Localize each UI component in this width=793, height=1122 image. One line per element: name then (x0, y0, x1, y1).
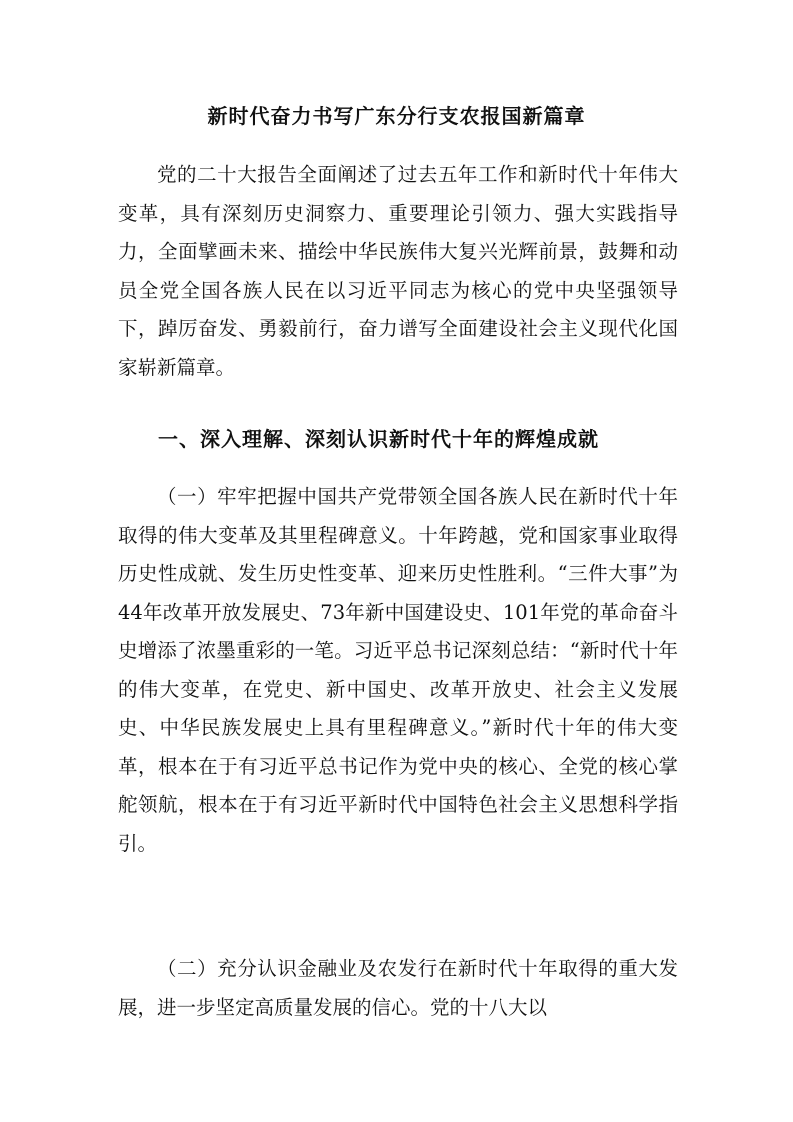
intro-paragraph (118, 156, 678, 387)
paragraph-text: 党的二十大报告全面阐述了过去五年工作和新时代十年伟大变革，具有深刻历史洞察力、重要理论引领力、强大实践指导力，全面擘画未来、描绘中华民族伟大复兴光辉前景，鼓舞和动员全党全国各族人民在以习近平同志为核心的党中央坚强领导下，踔厉奋发、勇毅前行，奋力谱写全面建设社会主义现代化国家崭新篇章。 (118, 163, 678, 379)
body-paragraph-2 (118, 950, 678, 1027)
section-heading: 一、深入理解、深刻认识新时代十年的辉煌成就 (158, 427, 599, 451)
paragraph-text: （一）牢牢把握中国共产党带领全国各族人民在新时代十年取得的伟大变革及其里程碑意义。十年跨越，党和国家事业取得历史性成就、发生历史性变革、迎来历史性胜利。“三件大事”为44年改革开放发展史、73年新中国建设史、101年党的革命奋斗史增添了浓墨重彩的一笔。习近平总书记深刻总结：“新时代十年的伟大变革，在党史、新中国史、改革开放史、社会主义发展史、中华民族发展史上具有里程碑意义。”新时代十年的伟大变革，根本在于有习近平总书记作为党中央的核心、全党的核心掌舵领航，根本在于有习近平新时代中国特色社会主义思想科学指引。 (118, 485, 678, 855)
document-title: 新时代奋力书写广东分行支农报国新篇章 (207, 104, 586, 128)
body-paragraph-1 (118, 478, 678, 863)
paragraph-text: （二）充分认识金融业及农发行在新时代十年取得的重大发展，进一步坚定高质量发展的信心。党的十八大以 (118, 957, 678, 1019)
